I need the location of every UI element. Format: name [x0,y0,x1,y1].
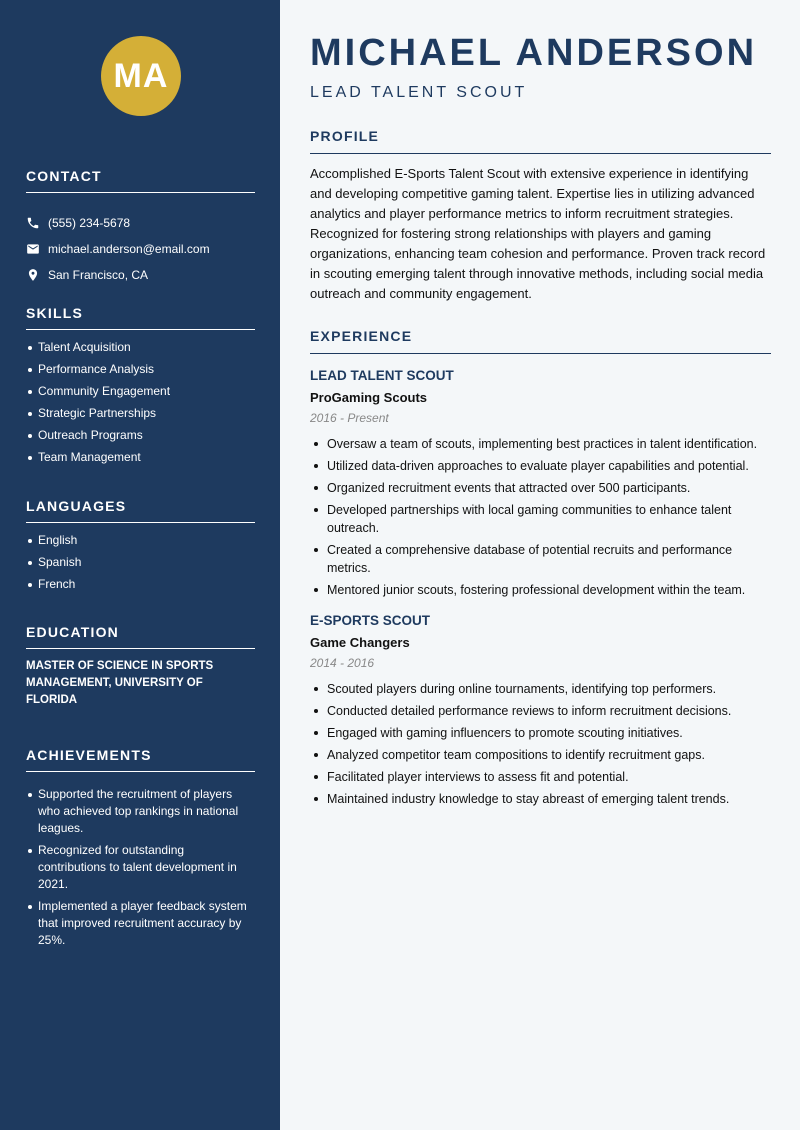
list-item: Analyzed competitor team compositions to identify recruitment gaps. [310,746,771,764]
achievements-list [26,786,255,949]
profile-section [310,128,771,304]
list-item: French [26,576,255,593]
list-item: Team Management [26,449,255,466]
contact-phone [26,215,255,231]
person-name: MICHAEL ANDERSON [310,32,758,74]
list-item: Strategic Partnerships [26,405,255,422]
education-section [26,624,255,709]
list-item: Talent Acquisition [26,339,255,356]
profile-text: Accomplished E-Sports Talent Scout with extensive experience in identifying and developing competitive gaming talent. Expertise lies in utilizing advanced analytics and player performance metrics to inform recruitment strategies. Recognized for fostering strong relationships with players and gaming organizations, enhancing team cohesion and performance. Proven track record in scouting emerging talent through innovative methods, including social media outreach and community engagement. [310,166,766,301]
list-item: English [26,532,255,549]
person-title: LEAD TALENT SCOUT [310,84,528,101]
languages-section [26,498,255,598]
sidebar [0,0,280,1130]
list-item: Utilized data-driven approaches to evaluate player capabilities and potential. [310,457,771,475]
job-bullets [310,435,771,599]
list-item: Organized recruitment events that attracted over 500 participants. [310,479,771,497]
phone-icon [26,216,40,230]
job-entry [310,613,771,808]
location-pin-icon [26,268,40,282]
list-item: Community Engagement [26,383,255,400]
job-company: ProGaming Scouts [310,390,428,405]
skills-section [26,305,255,471]
list-item: Conducted detailed performance reviews to inform recruitment decisions. [310,702,771,720]
list-item: Engaged with gaming influencers to promote scouting initiatives. [310,724,771,742]
skills-list [26,339,255,466]
job-bullets [310,680,771,808]
job-dates: 2016 - Present [310,411,389,425]
languages-heading: LANGUAGES [26,498,255,523]
experience-section [310,328,771,812]
list-item: Recognized for outstanding contributions to talent development in 2021. [26,842,255,893]
list-item: Mentored junior scouts, fostering professional development within the team. [310,581,771,599]
languages-list [26,532,255,593]
list-item: Implemented a player feedback system that improved recruitment accuracy by 25%. [26,898,255,949]
list-item: Performance Analysis [26,361,255,378]
skills-heading: SKILLS [26,305,255,330]
list-item: Created a comprehensive database of potential recruits and performance metrics. [310,541,771,577]
job-dates: 2014 - 2016 [310,656,375,670]
experience-heading: EXPERIENCE [310,328,771,354]
achievements-heading: ACHIEVEMENTS [26,747,255,772]
job-company: Game Changers [310,635,410,650]
contact-heading: CONTACT [26,168,255,193]
list-item: Spanish [26,554,255,571]
profile-heading: PROFILE [310,128,771,154]
avatar: MA [101,36,181,116]
job-entry [310,368,771,599]
contact-location [26,267,255,283]
list-item: Outreach Programs [26,427,255,444]
job-role: LEAD TALENT SCOUT [310,368,454,383]
list-item: Developed partnerships with local gaming communities to enhance talent outreach. [310,501,771,537]
email-icon [26,242,40,256]
list-item: Facilitated player interviews to assess fit and potential. [310,768,771,786]
phone-text: (555) 234-5678 [48,216,131,230]
list-item: Maintained industry knowledge to stay abreast of emerging talent trends. [310,790,771,808]
location-text: San Francisco, CA [48,268,149,282]
list-item: Oversaw a team of scouts, implementing best practices in talent identification. [310,435,771,453]
education-degree: MASTER OF SCIENCE IN SPORTS MANAGEMENT, UNIVERSITY OF FLORIDA [26,660,214,706]
email-text: michael.anderson@email.com [48,242,210,256]
list-item: Scouted players during online tournaments, identifying top performers. [310,680,771,698]
education-heading: EDUCATION [26,624,255,649]
job-role: E-SPORTS SCOUT [310,613,431,628]
achievements-section [26,747,255,954]
contact-email [26,241,255,257]
contact-section [26,168,255,283]
list-item: Supported the recruitment of players who achieved top rankings in national leagues. [26,786,255,837]
